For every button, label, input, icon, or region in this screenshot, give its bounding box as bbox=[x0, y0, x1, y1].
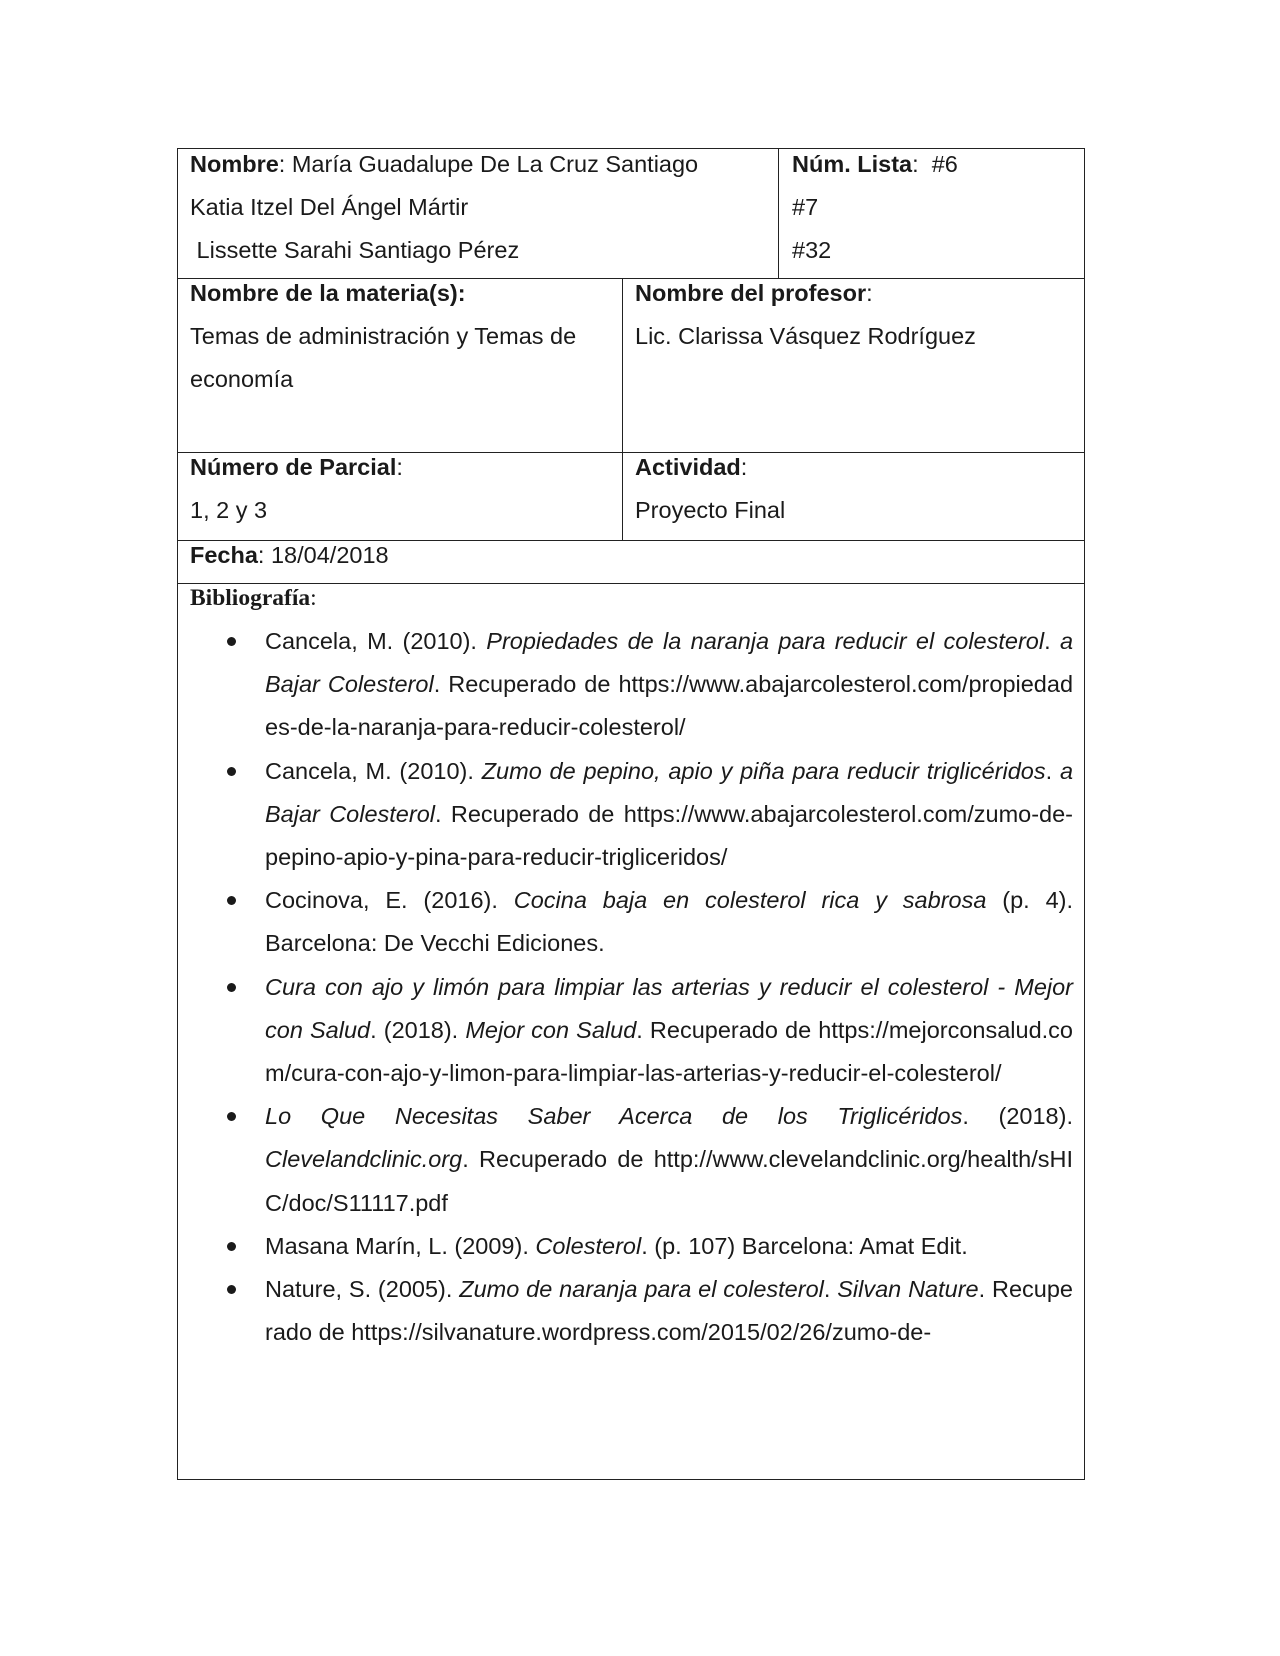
list-number-3: #32 bbox=[792, 237, 832, 263]
bibliografia-label: Bibliografía bbox=[190, 585, 311, 611]
bibliography-list bbox=[265, 620, 1073, 1354]
entry-mid: (p. 4). Barcelona: De Vecchi Ediciones. bbox=[265, 887, 1073, 957]
entry-pre: Cancela, M. (2010). bbox=[265, 628, 487, 654]
entry-mid: . (p. 107) Barcelona: Amat Edit. bbox=[641, 1232, 968, 1259]
nombre-label: Nombre bbox=[190, 151, 279, 177]
bullet-icon bbox=[227, 983, 236, 992]
materia-label bbox=[190, 272, 466, 315]
bibliography-entry bbox=[265, 966, 1073, 1096]
bullet-icon bbox=[227, 767, 236, 776]
student-name-1: María Guadalupe De La Cruz Santiago bbox=[291, 151, 699, 177]
bibliography-entry bbox=[265, 750, 1073, 880]
bullet-icon bbox=[227, 1285, 236, 1294]
entry-title: Lo Que Necesitas Saber Acerca de los Triglicéridos bbox=[265, 1103, 963, 1130]
parcial-label-text: Número de Parcial bbox=[190, 454, 397, 480]
entry-title: Zumo de naranja para el colesterol bbox=[459, 1276, 824, 1303]
entry-post: . Recuperado de https://www.abajarcolesterol.com/propiedades-de-la-naranja-para-reducir-colesterol/ bbox=[265, 671, 1074, 741]
entry-title: Zumo de pepino, apio y piña para reducir triglicéridos bbox=[481, 757, 1046, 784]
entry-post: . Recuperado de http://www.clevelandclinic.org/health/sHIC/doc/S11117.pdf bbox=[265, 1146, 1073, 1216]
parcial-value: 1, 2 y 3 bbox=[190, 497, 268, 523]
entry-title: Cocina baja en colesterol rica y sabrosa bbox=[513, 887, 987, 914]
actividad-label-text: Actividad bbox=[635, 454, 741, 480]
entry-source: a Bajar Colesterol bbox=[265, 757, 1074, 827]
fecha-value: 18/04/2018 bbox=[270, 542, 389, 568]
entry-source: Clevelandclinic.org bbox=[265, 1146, 463, 1173]
bibliography-entry bbox=[265, 1225, 1073, 1268]
entry-mid: . bbox=[823, 1276, 838, 1303]
parcial-label: Número de Parcial: bbox=[190, 454, 403, 480]
bibliography-entry bbox=[265, 1268, 1073, 1354]
entry-post: . Recuperado de https://silvanature.wordpress.com/2015/02/26/zumo-de- bbox=[265, 1276, 1073, 1346]
entry-mid: . (2018). bbox=[370, 1016, 466, 1043]
profesor-label: Nombre del profesor: bbox=[635, 280, 873, 306]
materia-label-text: Nombre de la materia(s): bbox=[190, 280, 466, 306]
bullet-icon bbox=[227, 637, 236, 646]
entry-pre: Cocinova, E. (2016). bbox=[265, 887, 514, 914]
materia-value-line2: economía bbox=[190, 366, 294, 392]
bullet-icon bbox=[227, 1242, 236, 1251]
entry-pre: Cancela, M. (2010). bbox=[265, 757, 482, 784]
bibliography-entry bbox=[265, 879, 1073, 965]
bibliografia-heading: Bibliografía: bbox=[190, 585, 317, 611]
num-lista-line1: Núm. Lista: #6 bbox=[792, 151, 958, 177]
list-number-2: #7 bbox=[792, 194, 819, 220]
student-name-3: Lissette Sarahi Santiago Pérez bbox=[190, 237, 520, 263]
entry-pre: Nature, S. (2005). bbox=[265, 1276, 460, 1303]
entry-title: Colesterol bbox=[535, 1232, 642, 1259]
fecha-label: Fecha bbox=[190, 542, 258, 568]
bullet-icon bbox=[227, 896, 236, 905]
fecha-line: Fecha: 18/04/2018 bbox=[190, 542, 389, 568]
bibliography-entry bbox=[265, 620, 1073, 750]
entry-post: . Recuperado de https://mejorconsalud.com/cura-con-ajo-y-limon-para-limpiar-las-arterias-y-reducir-el-colesterol/ bbox=[265, 1016, 1074, 1087]
entry-mid: . (2018). bbox=[962, 1103, 1073, 1130]
entry-source: a Bajar Colesterol bbox=[265, 628, 1074, 698]
entry-pre: Masana Marín, L. (2009). bbox=[265, 1232, 536, 1259]
divider-middle bbox=[622, 278, 623, 540]
entry-source: Silvan Nature bbox=[837, 1276, 979, 1303]
entry-post: . Recuperado de https://www.abajarcolesterol.com/zumo-de-pepino-apio-y-pina-para-reducir-trigliceridos/ bbox=[265, 800, 1074, 871]
student-name-2: Katia Itzel Del Ángel Mártir bbox=[190, 194, 469, 220]
actividad-label: Actividad: bbox=[635, 454, 748, 480]
profesor-value: Lic. Clarissa Vásquez Rodríguez bbox=[635, 323, 976, 349]
divider-names-lista bbox=[778, 148, 779, 278]
bibliografia-cell bbox=[177, 583, 1085, 1480]
num-lista-label: Núm. Lista bbox=[792, 151, 913, 177]
names-cell-line1: Nombre: María Guadalupe De La Cruz Santiago bbox=[190, 151, 699, 177]
actividad-value: Proyecto Final bbox=[635, 497, 786, 523]
entry-mid: . bbox=[1044, 628, 1060, 654]
bullet-icon bbox=[227, 1112, 236, 1121]
entry-source: Mejor con Salud bbox=[465, 1016, 637, 1043]
entry-mid: . bbox=[1045, 757, 1060, 784]
entry-title: Propiedades de la naranja para reducir el colesterol bbox=[486, 628, 1045, 654]
entry-title: Cura con ajo y limón para limpiar las arterias y reducir el colesterol - Mejor con Salud bbox=[265, 973, 1073, 1043]
bibliography-entry bbox=[265, 1095, 1073, 1225]
profesor-label-text: Nombre del profesor bbox=[635, 280, 867, 306]
list-number-1: #6 bbox=[931, 151, 958, 177]
materia-value-line1: Temas de administración y Temas de bbox=[190, 323, 577, 349]
